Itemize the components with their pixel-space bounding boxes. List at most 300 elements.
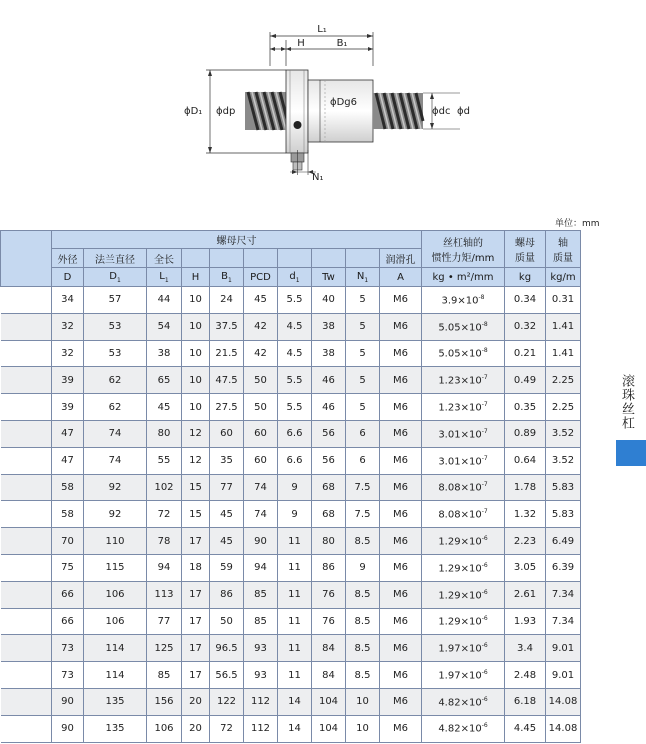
cell-d: 47 (52, 420, 84, 447)
cell-inertia: $3.9\times 10^{-8}$ (422, 287, 505, 314)
cell-nut-mass: 1.93 (505, 608, 546, 635)
header-overall-len: 全长 (147, 249, 182, 268)
cell-inertia: $1.29\times 10^{-6}$ (422, 608, 505, 635)
cell-h: 15 (182, 501, 210, 528)
header-sym-Tw: Tw (312, 268, 346, 287)
cell-shaft-mass: 6.49 (546, 528, 581, 555)
table-row (1, 420, 581, 447)
cell-shaft-mass: 3.52 (546, 447, 581, 474)
cell-h: 17 (182, 635, 210, 662)
spec-table-body (1, 287, 581, 743)
cell-pcd: 93 (244, 635, 278, 662)
cell-nut-mass: 2.23 (505, 528, 546, 555)
cell-d: 39 (52, 394, 84, 421)
header-sym-PCD: PCD (244, 268, 278, 287)
cell-tw: 68 (312, 501, 346, 528)
model-cell (1, 715, 52, 742)
cell-d: 75 (52, 554, 84, 581)
cell-b1: 27.5 (210, 394, 244, 421)
cell-d1: 11 (278, 608, 312, 635)
cell-tw: 76 (312, 581, 346, 608)
cell-inertia: $3.01\times 10^{-7}$ (422, 447, 505, 474)
cell-b1: 72 (210, 715, 244, 742)
label-Dg6: ϕDg6 (330, 97, 358, 108)
cell-n1: 8.5 (346, 662, 380, 689)
cell-d1: 110 (84, 528, 147, 555)
cell-pcd: 74 (244, 474, 278, 501)
cell-shaft-mass: 1.41 (546, 340, 581, 367)
label-B1: B₁ (336, 38, 348, 49)
cell-n1: 10 (346, 688, 380, 715)
table-row (1, 528, 581, 555)
cell-b1: 56.5 (210, 662, 244, 689)
cell-pcd: 93 (244, 662, 278, 689)
cell-shaft-mass: 5.83 (546, 474, 581, 501)
cell-h: 10 (182, 394, 210, 421)
cell-d1: 62 (84, 367, 147, 394)
cell-pcd: 60 (244, 420, 278, 447)
cell-d1: 14 (278, 715, 312, 742)
cell-inertia: $8.08\times 10^{-7}$ (422, 501, 505, 528)
cell-d: 90 (52, 688, 84, 715)
cell-shaft-mass: 7.34 (546, 608, 581, 635)
label-N1: N₁ (312, 172, 324, 183)
cell-a: M6 (380, 608, 422, 635)
cell-nut-mass: 0.32 (505, 313, 546, 340)
cell-d1: 57 (84, 287, 147, 314)
dimension-H-B1 (270, 38, 373, 66)
cell-nut-mass: 4.45 (505, 715, 546, 742)
table-row (1, 313, 581, 340)
model-cell (1, 340, 52, 367)
table-row (1, 394, 581, 421)
table-row (1, 340, 581, 367)
header-flange-dia: 法兰直径 (84, 249, 147, 268)
cell-d1: 11 (278, 554, 312, 581)
cell-l1: 94 (147, 554, 182, 581)
cell-d: 66 (52, 581, 84, 608)
table-row (1, 688, 581, 715)
cell-tw: 68 (312, 474, 346, 501)
cell-pcd: 50 (244, 367, 278, 394)
cell-pcd: 42 (244, 313, 278, 340)
cell-tw: 46 (312, 367, 346, 394)
header-unit-kg: kg (505, 268, 546, 287)
table-row (1, 554, 581, 581)
cell-tw: 104 (312, 715, 346, 742)
cell-shaft-mass: 0.31 (546, 287, 581, 314)
model-cell (1, 501, 52, 528)
cell-d1: 9 (278, 501, 312, 528)
cell-pcd: 112 (244, 688, 278, 715)
cell-nut-mass: 3.05 (505, 554, 546, 581)
header-sym-D: D (52, 268, 84, 287)
header-blank-n1 (346, 249, 380, 268)
cell-nut-mass: 0.89 (505, 420, 546, 447)
cell-pcd: 42 (244, 340, 278, 367)
cell-a: M6 (380, 420, 422, 447)
header-blank-b1 (210, 249, 244, 268)
cell-nut-mass: 0.21 (505, 340, 546, 367)
cell-b1: 86 (210, 581, 244, 608)
cell-h: 17 (182, 608, 210, 635)
cell-inertia: $8.08\times 10^{-7}$ (422, 474, 505, 501)
cell-l1: 44 (147, 287, 182, 314)
cell-d1: 92 (84, 501, 147, 528)
cell-n1: 6 (346, 447, 380, 474)
cell-l1: 106 (147, 715, 182, 742)
cell-a: M6 (380, 662, 422, 689)
table-row (1, 581, 581, 608)
cell-pcd: 85 (244, 581, 278, 608)
cell-d1: 4.5 (278, 340, 312, 367)
cell-inertia: $1.97\times 10^{-6}$ (422, 662, 505, 689)
cell-h: 10 (182, 287, 210, 314)
cell-d: 47 (52, 447, 84, 474)
screw-shaft-left (245, 92, 287, 130)
cell-n1: 8.5 (346, 528, 380, 555)
cell-d1: 5.5 (278, 367, 312, 394)
model-cell (1, 554, 52, 581)
model-cell (1, 287, 52, 314)
cell-shaft-mass: 3.52 (546, 420, 581, 447)
cell-h: 10 (182, 313, 210, 340)
header-outer-dia: 外径 (52, 249, 84, 268)
cell-inertia: $5.05\times 10^{-8}$ (422, 340, 505, 367)
cell-n1: 5 (346, 394, 380, 421)
cell-l1: 72 (147, 501, 182, 528)
cell-d1: 74 (84, 420, 147, 447)
model-cell (1, 474, 52, 501)
cell-inertia: $1.29\times 10^{-6}$ (422, 528, 505, 555)
cell-a: M6 (380, 474, 422, 501)
cell-l1: 78 (147, 528, 182, 555)
cell-d1: 135 (84, 715, 147, 742)
cell-shaft-mass: 6.39 (546, 554, 581, 581)
side-category-tab[interactable] (616, 440, 646, 466)
cell-nut-mass: 6.18 (505, 688, 546, 715)
cell-d1: 9 (278, 474, 312, 501)
cell-a: M6 (380, 367, 422, 394)
model-cell (1, 581, 52, 608)
cell-inertia: $3.01\times 10^{-7}$ (422, 420, 505, 447)
cell-tw: 104 (312, 688, 346, 715)
cell-h: 12 (182, 420, 210, 447)
cell-d: 34 (52, 287, 84, 314)
cell-h: 10 (182, 340, 210, 367)
model-cell (1, 394, 52, 421)
cell-l1: 54 (147, 313, 182, 340)
cell-l1: 38 (147, 340, 182, 367)
cell-d1: 53 (84, 340, 147, 367)
cell-tw: 84 (312, 662, 346, 689)
cell-shaft-mass: 1.41 (546, 313, 581, 340)
cell-l1: 45 (147, 394, 182, 421)
table-row (1, 635, 581, 662)
cell-n1: 5 (346, 367, 380, 394)
cell-b1: 60 (210, 420, 244, 447)
cell-shaft-mass: 14.08 (546, 715, 581, 742)
table-row (1, 662, 581, 689)
cell-d1: 92 (84, 474, 147, 501)
cell-d1: 11 (278, 581, 312, 608)
cell-nut-mass: 0.34 (505, 287, 546, 314)
cell-d1: 11 (278, 662, 312, 689)
screw-shaft-right (373, 93, 423, 129)
cell-h: 15 (182, 474, 210, 501)
header-blank-tw (312, 249, 346, 268)
cell-tw: 46 (312, 394, 346, 421)
cell-d1: 106 (84, 581, 147, 608)
model-cell (1, 635, 52, 662)
cell-inertia: $1.23\times 10^{-7}$ (422, 367, 505, 394)
cell-l1: 125 (147, 635, 182, 662)
header-blank-d1 (278, 249, 312, 268)
cell-n1: 5 (346, 340, 380, 367)
label-D1: ϕD₁ (184, 106, 203, 117)
cell-n1: 8.5 (346, 635, 380, 662)
cell-d1: 62 (84, 394, 147, 421)
cell-b1: 24 (210, 287, 244, 314)
cell-d1: 4.5 (278, 313, 312, 340)
header-inertia: 丝杠轴的 惯性力矩/mm (422, 231, 505, 268)
cell-tw: 84 (312, 635, 346, 662)
cell-n1: 7.5 (346, 501, 380, 528)
cell-nut-mass: 1.32 (505, 501, 546, 528)
cell-d1: 6.6 (278, 447, 312, 474)
cell-nut-mass: 1.78 (505, 474, 546, 501)
cell-l1: 55 (147, 447, 182, 474)
header-sym-A: A (380, 268, 422, 287)
header-sym-N1: $N_1$ (346, 268, 380, 287)
cell-h: 10 (182, 367, 210, 394)
cell-d: 58 (52, 474, 84, 501)
header-sym-L1: $L_1$ (147, 268, 182, 287)
model-cell (1, 608, 52, 635)
cell-d: 73 (52, 662, 84, 689)
cell-pcd: 90 (244, 528, 278, 555)
cell-n1: 5 (346, 287, 380, 314)
header-blank-pcd (244, 249, 278, 268)
cell-nut-mass: 3.4 (505, 635, 546, 662)
ball-nut-dimension-diagram (170, 20, 490, 190)
cell-a: M6 (380, 447, 422, 474)
cell-pcd: 60 (244, 447, 278, 474)
label-H: H (297, 38, 305, 49)
cell-n1: 7.5 (346, 474, 380, 501)
cell-n1: 8.5 (346, 581, 380, 608)
header-sym-B1: $B_1$ (210, 268, 244, 287)
model-cell (1, 662, 52, 689)
cell-d: 70 (52, 528, 84, 555)
cell-d1: 114 (84, 635, 147, 662)
cell-tw: 38 (312, 340, 346, 367)
cell-pcd: 85 (244, 608, 278, 635)
header-sym-H: H (182, 268, 210, 287)
model-cell (1, 688, 52, 715)
header-nut-size: 螺母尺寸 (52, 231, 422, 249)
cell-pcd: 94 (244, 554, 278, 581)
cell-n1: 8.5 (346, 608, 380, 635)
cell-pcd: 45 (244, 287, 278, 314)
cell-d1: 5.5 (278, 287, 312, 314)
cell-b1: 59 (210, 554, 244, 581)
cell-shaft-mass: 2.25 (546, 367, 581, 394)
dimension-dc-d (423, 93, 470, 129)
cell-tw: 76 (312, 608, 346, 635)
cell-b1: 45 (210, 501, 244, 528)
model-cell (1, 313, 52, 340)
table-row (1, 715, 581, 742)
cell-inertia: $4.82\times 10^{-6}$ (422, 688, 505, 715)
cell-tw: 86 (312, 554, 346, 581)
cell-d1: 74 (84, 447, 147, 474)
cell-b1: 21.5 (210, 340, 244, 367)
cell-h: 20 (182, 688, 210, 715)
cell-b1: 47.5 (210, 367, 244, 394)
cell-b1: 35 (210, 447, 244, 474)
cell-h: 12 (182, 447, 210, 474)
model-cell (1, 528, 52, 555)
cell-a: M6 (380, 554, 422, 581)
cell-inertia: $1.23\times 10^{-7}$ (422, 394, 505, 421)
cell-h: 18 (182, 554, 210, 581)
cell-inertia: $4.82\times 10^{-6}$ (422, 715, 505, 742)
cell-n1: 9 (346, 554, 380, 581)
cell-l1: 156 (147, 688, 182, 715)
cell-d1: 6.6 (278, 420, 312, 447)
header-sym-d1: $d_1$ (278, 268, 312, 287)
cell-inertia: $1.29\times 10^{-6}$ (422, 554, 505, 581)
dimension-L1 (270, 24, 373, 66)
table-row (1, 501, 581, 528)
table-row (1, 608, 581, 635)
label-L1: L₁ (317, 24, 327, 35)
cell-d1: 11 (278, 528, 312, 555)
cell-h: 20 (182, 715, 210, 742)
cell-d1: 11 (278, 635, 312, 662)
cell-d: 66 (52, 608, 84, 635)
cell-shaft-mass: 2.25 (546, 394, 581, 421)
cell-a: M6 (380, 581, 422, 608)
ball-nut-spec-table (0, 230, 581, 743)
cell-b1: 96.5 (210, 635, 244, 662)
cell-b1: 77 (210, 474, 244, 501)
cell-shaft-mass: 7.34 (546, 581, 581, 608)
cell-d1: 106 (84, 608, 147, 635)
unit-note: 单位：mm (555, 219, 600, 229)
cell-a: M6 (380, 715, 422, 742)
cell-n1: 10 (346, 715, 380, 742)
cell-l1: 113 (147, 581, 182, 608)
header-blank-h (182, 249, 210, 268)
cell-tw: 40 (312, 287, 346, 314)
cell-a: M6 (380, 528, 422, 555)
cell-nut-mass: 0.49 (505, 367, 546, 394)
cell-tw: 56 (312, 447, 346, 474)
header-unit-kgm: kg/m (546, 268, 581, 287)
cell-inertia: $5.05\times 10^{-8}$ (422, 313, 505, 340)
cell-h: 17 (182, 581, 210, 608)
cell-n1: 5 (346, 313, 380, 340)
cell-pcd: 74 (244, 501, 278, 528)
cell-n1: 6 (346, 420, 380, 447)
cell-d1: 135 (84, 688, 147, 715)
nut-body (308, 80, 373, 142)
cell-tw: 56 (312, 420, 346, 447)
cell-d1: 114 (84, 662, 147, 689)
cell-shaft-mass: 14.08 (546, 688, 581, 715)
header-nut-mass: 螺母 质量 (505, 231, 546, 268)
model-cell (1, 367, 52, 394)
cell-l1: 85 (147, 662, 182, 689)
cell-h: 17 (182, 528, 210, 555)
cell-a: M6 (380, 501, 422, 528)
header-model-blank (1, 231, 52, 287)
header-sym-D1: $D_1$ (84, 268, 147, 287)
cell-d1: 53 (84, 313, 147, 340)
cell-d: 73 (52, 635, 84, 662)
cell-pcd: 112 (244, 715, 278, 742)
cell-nut-mass: 2.61 (505, 581, 546, 608)
label-dc: ϕdc (432, 106, 451, 117)
cell-l1: 65 (147, 367, 182, 394)
cell-shaft-mass: 9.01 (546, 635, 581, 662)
cell-d: 39 (52, 367, 84, 394)
cell-l1: 80 (147, 420, 182, 447)
cell-inertia: $1.29\times 10^{-6}$ (422, 581, 505, 608)
cell-a: M6 (380, 340, 422, 367)
cell-l1: 102 (147, 474, 182, 501)
side-category-label: 滚珠丝杠 (619, 374, 634, 430)
cell-d: 32 (52, 340, 84, 367)
label-dp: ϕdp (216, 106, 236, 117)
cell-d: 32 (52, 313, 84, 340)
cell-tw: 80 (312, 528, 346, 555)
cell-b1: 45 (210, 528, 244, 555)
cell-b1: 122 (210, 688, 244, 715)
table-row (1, 287, 581, 314)
table-row (1, 447, 581, 474)
cell-d: 90 (52, 715, 84, 742)
cell-a: M6 (380, 688, 422, 715)
cell-nut-mass: 0.35 (505, 394, 546, 421)
header-shaft-mass: 轴 质量 (546, 231, 581, 268)
cell-d1: 14 (278, 688, 312, 715)
cell-b1: 37.5 (210, 313, 244, 340)
cell-l1: 77 (147, 608, 182, 635)
cell-shaft-mass: 5.83 (546, 501, 581, 528)
cell-a: M6 (380, 394, 422, 421)
cell-inertia: $1.97\times 10^{-6}$ (422, 635, 505, 662)
nut-flange (286, 70, 308, 153)
cell-d1: 5.5 (278, 394, 312, 421)
cell-nut-mass: 0.64 (505, 447, 546, 474)
cell-tw: 38 (312, 313, 346, 340)
cell-h: 17 (182, 662, 210, 689)
table-row (1, 367, 581, 394)
cell-a: M6 (380, 287, 422, 314)
cell-pcd: 50 (244, 394, 278, 421)
cell-a: M6 (380, 313, 422, 340)
label-d: ϕd (457, 106, 470, 117)
model-cell (1, 420, 52, 447)
cell-a: M6 (380, 635, 422, 662)
cell-nut-mass: 2.48 (505, 662, 546, 689)
cell-b1: 50 (210, 608, 244, 635)
cell-shaft-mass: 9.01 (546, 662, 581, 689)
cell-d: 58 (52, 501, 84, 528)
